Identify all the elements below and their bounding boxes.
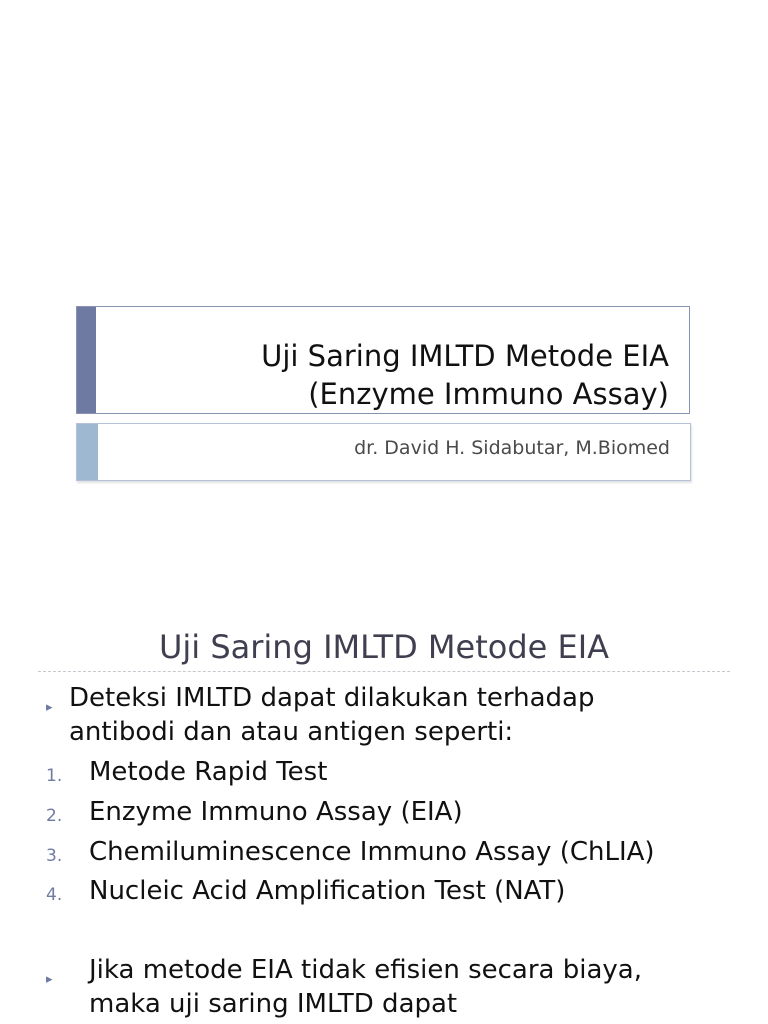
- numbered-item-text: Metode Rapid Test: [89, 757, 328, 787]
- numbered-item-text: Enzyme Immuno Assay (EIA): [89, 797, 463, 827]
- subtitle-accent-bar: [77, 424, 98, 480]
- bullet-item: [46, 682, 746, 752]
- bullet-item: [46, 954, 746, 1024]
- numbered-item-marker: 3.: [46, 846, 63, 866]
- numbered-item: [46, 756, 746, 792]
- numbered-item: [46, 875, 746, 911]
- bullet-text-line2: antibodi dan atau antigen seperti:: [69, 717, 514, 747]
- bullet-text-line1: Jika metode EIA tidak efisien secara biaya,: [89, 955, 642, 985]
- slide-title-line2: (Enzyme Immuno Assay): [308, 377, 669, 411]
- slide-subtitle: dr. David H. Sidabutar, M.Biomed: [354, 437, 670, 459]
- numbered-item-marker: 2.: [46, 806, 63, 826]
- numbered-item: [46, 796, 746, 832]
- bullet-text-line1: Deteksi IMLTD dapat dilakukan terhadap: [69, 683, 595, 713]
- slide-title-line1: Uji Saring IMLTD Metode EIA: [261, 339, 669, 373]
- numbered-item-text: Chemiluminescence Immuno Assay (ChLIA): [89, 837, 655, 867]
- bullet-marker-icon: ▸: [46, 700, 53, 715]
- numbered-item-marker: 1.: [46, 766, 63, 786]
- title-box: [76, 306, 690, 414]
- title-accent-bar: [77, 307, 96, 413]
- numbered-item: [46, 836, 746, 872]
- content-slide: [0, 580, 768, 1024]
- subtitle-box: [76, 423, 691, 481]
- bullet-text-line2: maka uji saring IMLTD dapat: [89, 989, 458, 1019]
- bullet-marker-icon: ▸: [46, 972, 53, 987]
- content-slide-title: Uji Saring IMLTD Metode EIA: [158, 628, 610, 666]
- slide-title: [261, 337, 669, 413]
- numbered-item-marker: 4.: [46, 885, 63, 905]
- numbered-item-text: Nucleic Acid Amplification Test (NAT): [89, 876, 566, 906]
- title-divider: [38, 671, 730, 672]
